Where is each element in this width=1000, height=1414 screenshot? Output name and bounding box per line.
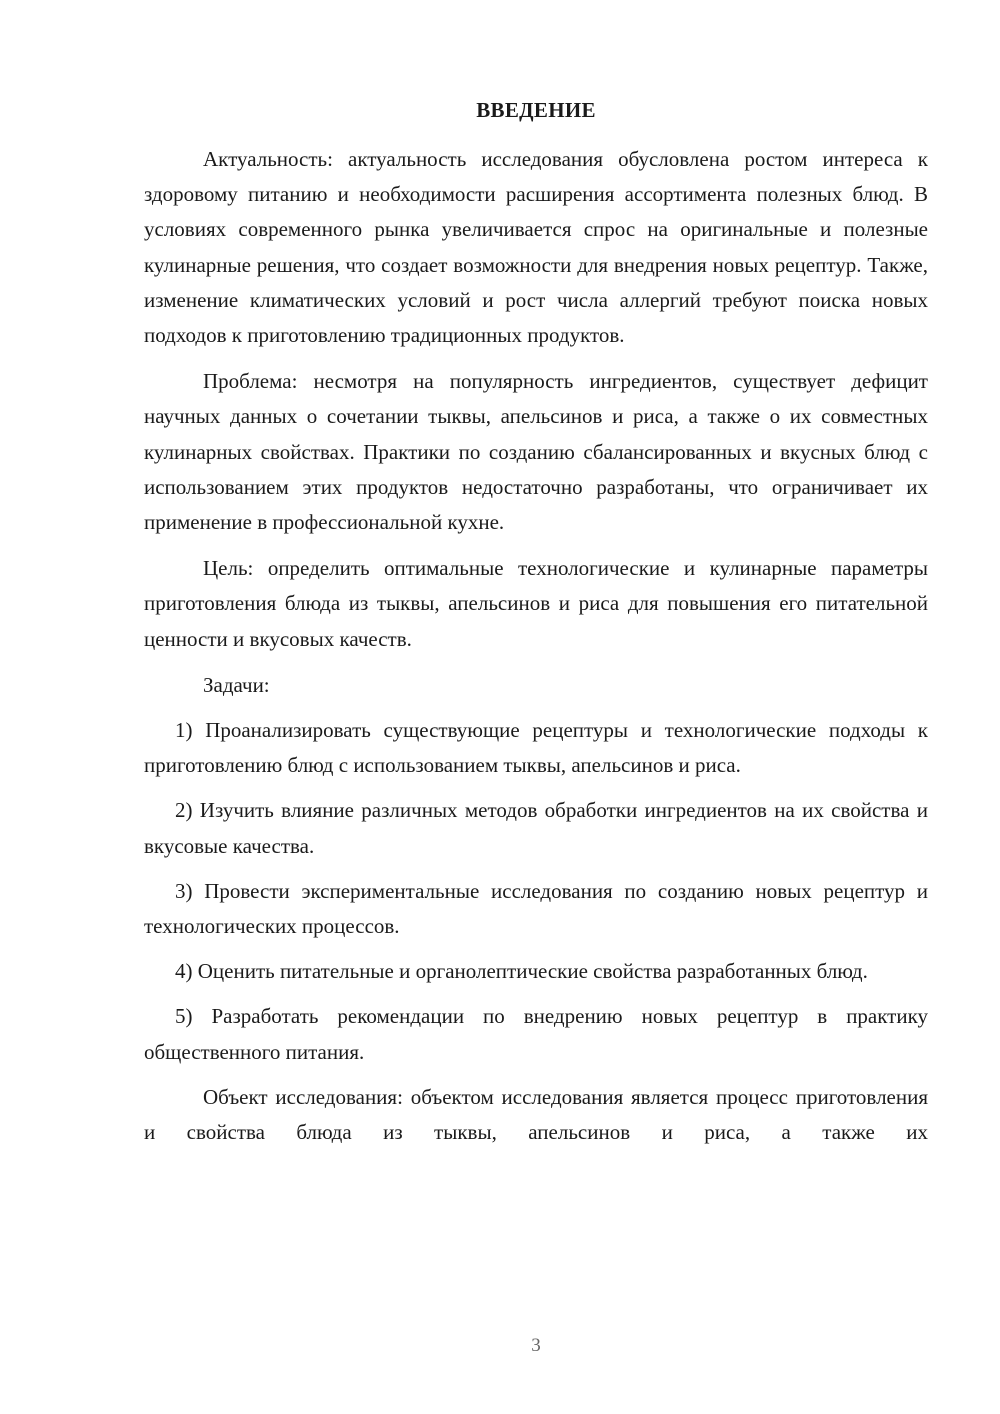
task-item-3: 3) Провести экспериментальные исследования по созданию новых рецептур и технологических процессов. bbox=[144, 878, 928, 939]
problem-paragraph: Проблема: несмотря на популярность ингредиентов, существует дефицит научных данных о сочетании тыквы, апельсинов и риса, а также о их совместных кулинарных свойствах. Практики по созданию сбалансированных и вкусных блюд с использованием этих продуктов недостаточно разработаны, что ограничивает их применение в профессиональной кухне. bbox=[144, 369, 928, 535]
section-title: ВВЕДЕНИЕ bbox=[476, 98, 596, 122]
relevance-paragraph: Актуальность: актуальность исследования обусловлена ростом интереса к здоровому питанию и необходимости расширения ассортимента полезных блюд. В условиях современного рынка увеличивается спрос на оригинальные и полезные кулинарные решения, что создает возможности для внедрения новых рецептур. Также, изменение климатических условий и рост числа аллергий требуют поиска новых подходов к приготовлению традиционных продуктов. bbox=[144, 147, 928, 348]
object-paragraph: Объект исследования: объектом исследования является процесс приготовления и свойства блюда из тыквы, апельсинов и риса, а также их bbox=[144, 1084, 928, 1145]
tasks-heading: Задачи: bbox=[203, 672, 270, 697]
task-item-1: 1) Проанализировать существующие рецептуры и технологические подходы к приготовлению блюд с использованием тыквы, апельсинов и риса. bbox=[144, 718, 928, 778]
task-item-4: 4) Оценить питательные и органолептические свойства разработанных блюд. bbox=[175, 959, 868, 984]
task-item-5: 5) Разработать рекомендации по внедрению новых рецептур в практику общественного питания. bbox=[144, 1004, 928, 1064]
body-text bbox=[144, 142, 928, 1150]
goal-paragraph: Цель: определить оптимальные технологические и кулинарные параметры приготовления блюда из тыквы, апельсинов и риса для повышения его питательной ценности и вкусовых качеств. bbox=[144, 556, 928, 651]
page-number: 3 bbox=[531, 1335, 541, 1356]
task-item-2: 2) Изучить влияние различных методов обработки ингредиентов на их свойства и вкусовые качества. bbox=[144, 798, 928, 858]
